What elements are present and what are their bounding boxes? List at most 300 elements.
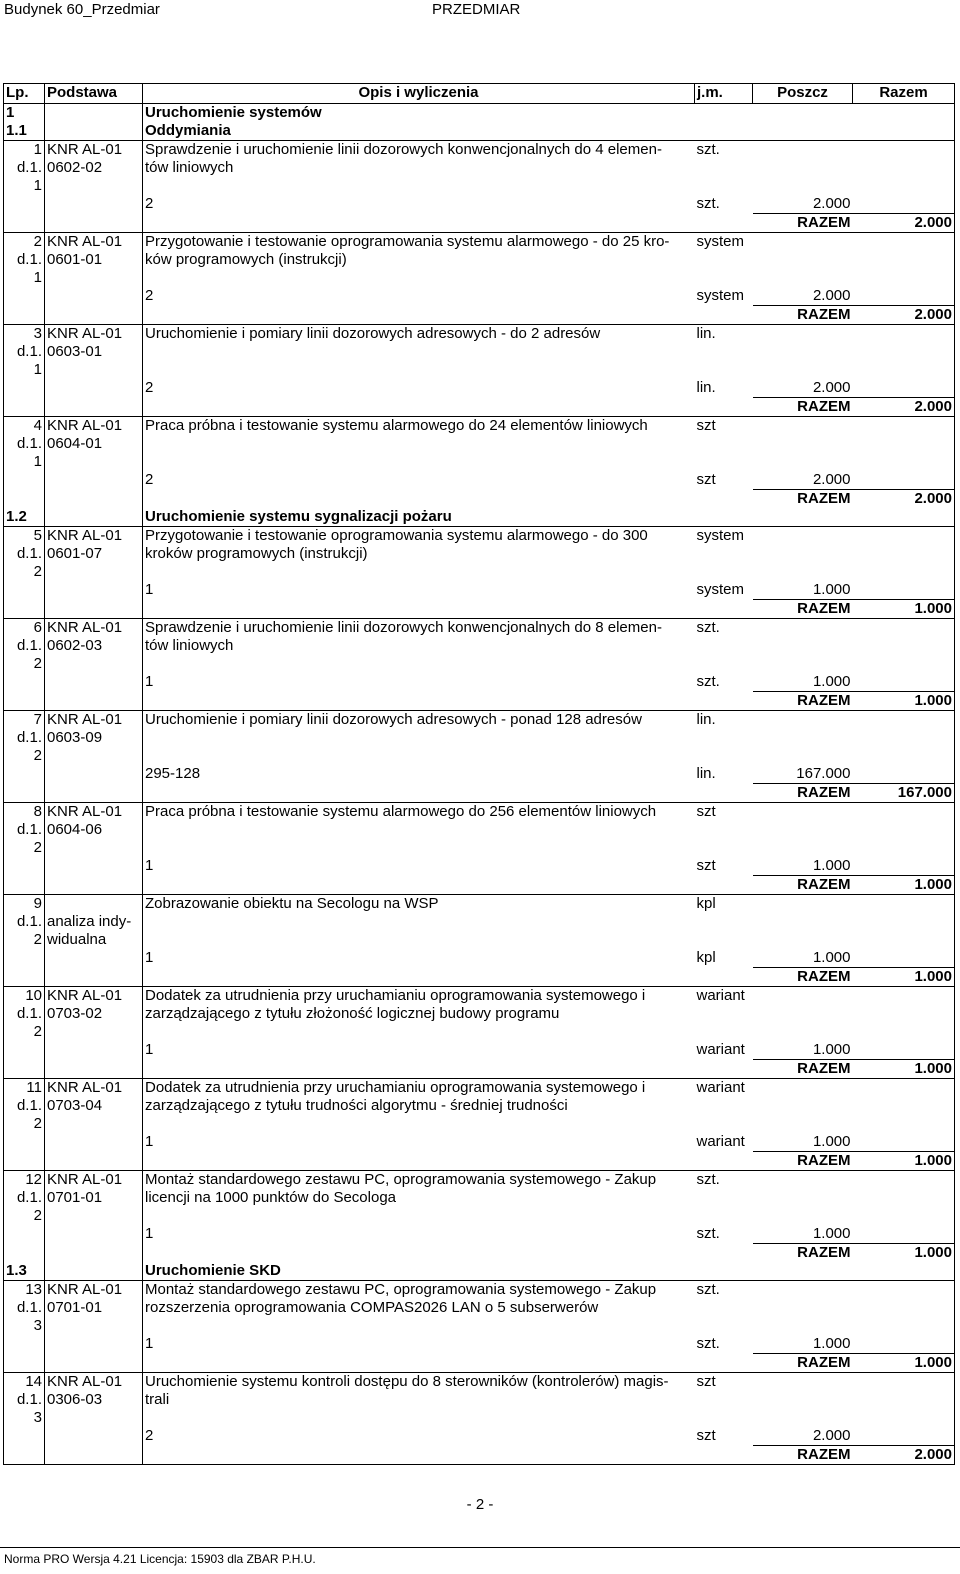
empty-cell: [695, 435, 753, 453]
razem-label: RAZEM: [753, 306, 853, 325]
item-podstawa-cont: [45, 1023, 143, 1041]
empty-cell: [853, 655, 955, 673]
section-title: Uruchomienie systemu sygnalizacji pożaru: [143, 508, 955, 527]
empty-cell: [853, 913, 955, 931]
item-calc: 2: [145, 471, 154, 488]
empty-cell: [853, 931, 955, 949]
sum-row: [4, 214, 955, 233]
empty-cell: [695, 1005, 753, 1023]
item-podstawa: KNR AL-01: [45, 1171, 143, 1190]
empty-cell: [753, 563, 853, 581]
item-podstawa-code: 0603-09: [45, 729, 143, 747]
empty-cell: [853, 673, 955, 692]
empty-cell: [4, 306, 45, 325]
razem-label: RAZEM: [753, 968, 853, 987]
empty-cell: [853, 417, 955, 436]
empty-cell: [753, 1023, 853, 1041]
col-lp: Lp.: [4, 84, 45, 104]
empty-cell: [45, 692, 143, 711]
item-lp-sub: 2: [4, 655, 45, 673]
footer-license: Norma PRO Wersja 4.21 Licencja: 15903 dla ZBAR P.H.U.: [4, 1552, 316, 1566]
calc-row: [4, 379, 955, 398]
empty-cell: [853, 435, 955, 453]
item-opis-cont: kroków programowych (instrukcji): [145, 545, 368, 562]
empty-cell: [853, 711, 955, 730]
item-opis-cont: [143, 435, 695, 453]
empty-cell: [695, 1115, 753, 1133]
item-lp-sub: 1: [4, 361, 45, 379]
page-number: - 2 -: [466, 1496, 494, 1513]
empty-cell: [853, 177, 955, 195]
empty-cell: [853, 1023, 955, 1041]
empty-cell: [143, 968, 695, 987]
razem-label: RAZEM: [753, 398, 853, 417]
empty-cell: [4, 968, 45, 987]
table-row: [4, 1005, 955, 1023]
item-opis-cont: tów liniowych: [145, 159, 234, 176]
razem-label: RAZEM: [753, 784, 853, 803]
empty-cell: [4, 287, 45, 306]
empty-cell: [4, 398, 45, 417]
empty-cell: [753, 453, 853, 471]
sum-row: [4, 490, 955, 509]
empty-cell: [753, 839, 853, 857]
empty-cell: [45, 195, 143, 214]
table-row: [4, 987, 955, 1006]
empty-cell: [853, 1317, 955, 1335]
item-poszcz: 1.000: [812, 581, 851, 598]
item-podstawa-code: 0601-07: [45, 545, 143, 563]
empty-cell: [143, 655, 695, 673]
empty-cell: [45, 398, 143, 417]
item-opis-cont: ków programowych (instrukcji): [145, 251, 347, 268]
empty-cell: [753, 1409, 853, 1427]
table-row: [4, 1171, 955, 1190]
empty-cell: [45, 1262, 143, 1281]
empty-cell: [143, 692, 695, 711]
table-row: [4, 913, 955, 931]
empty-cell: [143, 1446, 695, 1465]
empty-cell: [4, 949, 45, 968]
item-lp-sub: 2: [4, 1115, 45, 1133]
col-jm: j.m.: [695, 84, 753, 104]
item-calc: 2: [145, 287, 154, 304]
empty-cell: [753, 417, 853, 436]
empty-cell: [853, 803, 955, 822]
razem-label: RAZEM: [753, 600, 853, 619]
empty-cell: [853, 1189, 955, 1207]
empty-cell: [695, 1299, 753, 1317]
empty-cell: [853, 159, 955, 177]
item-lp-detail: d.1.: [4, 729, 45, 747]
empty-cell: [4, 1427, 45, 1446]
section-number: 1.3: [4, 1262, 45, 1281]
item-podstawa: KNR AL-01: [45, 987, 143, 1006]
empty-cell: [695, 1317, 753, 1335]
item-opis: Uruchomienie systemu kontroli dostępu do 8 sterowników (kontrolerów) magis-: [143, 1373, 695, 1392]
empty-cell: [4, 490, 45, 509]
table-row: [4, 1391, 955, 1409]
item-opis-cont: rozszerzenia oprogramowania COMPAS2026 LAN o 5 subserwerów: [145, 1299, 599, 1316]
empty-cell: [143, 839, 695, 857]
item-jm: szt: [695, 417, 753, 436]
empty-cell: [853, 527, 955, 546]
empty-cell: [853, 1005, 955, 1023]
empty-cell: [4, 471, 45, 490]
empty-cell: [695, 1391, 753, 1409]
table-row: [4, 655, 955, 673]
empty-cell: [45, 765, 143, 784]
empty-cell: [4, 581, 45, 600]
empty-cell: [695, 1354, 753, 1373]
item-calc-jm: szt.: [696, 195, 720, 212]
item-opis-cont: [143, 913, 695, 931]
empty-cell: [695, 1446, 753, 1465]
empty-cell: [853, 1335, 955, 1354]
item-podstawa: KNR AL-01: [45, 619, 143, 638]
table-row: [4, 1189, 955, 1207]
empty-cell: [853, 637, 955, 655]
item-calc: 1: [145, 1335, 154, 1352]
empty-cell: [853, 821, 955, 839]
empty-cell: [753, 159, 853, 177]
empty-cell: [753, 251, 853, 269]
empty-cell: [695, 692, 753, 711]
item-poszcz: 2.000: [812, 471, 851, 488]
empty-cell: [45, 379, 143, 398]
item-opis: Sprawdzenie i uruchomienie linii dozorowych konwencjonalnych do 8 elemen-: [143, 619, 695, 638]
item-lp: 2: [4, 233, 45, 252]
empty-cell: [695, 1023, 753, 1041]
table-row: [4, 747, 955, 765]
empty-cell: [853, 1427, 955, 1446]
item-lp-detail: d.1.: [4, 1299, 45, 1317]
item-poszcz: 1.000: [812, 1335, 851, 1352]
empty-cell: [853, 563, 955, 581]
empty-cell: [853, 949, 955, 968]
item-poszcz: 1.000: [812, 673, 851, 690]
table-row: [4, 1317, 955, 1335]
empty-cell: [695, 398, 753, 417]
empty-cell: [753, 527, 853, 546]
item-lp: 13: [4, 1281, 45, 1300]
empty-cell: [4, 673, 45, 692]
item-podstawa-code: 0701-01: [45, 1299, 143, 1317]
item-opis: Dodatek za utrudnienia przy uruchamianiu oprogramowania systemowego i: [143, 1079, 695, 1098]
empty-cell: [695, 1189, 753, 1207]
item-lp-sub: 1: [4, 177, 45, 195]
empty-cell: [695, 655, 753, 673]
empty-cell: [45, 1133, 143, 1152]
item-poszcz: 1.000: [812, 1133, 851, 1150]
empty-cell: [143, 453, 695, 471]
item-podstawa-cont: [45, 1207, 143, 1225]
empty-cell: [695, 913, 753, 931]
empty-cell: [753, 747, 853, 765]
item-podstawa-cont: [45, 839, 143, 857]
empty-cell: [853, 895, 955, 914]
item-lp-sub: 2: [4, 1207, 45, 1225]
item-calc-jm: lin.: [696, 379, 716, 396]
razem-label: RAZEM: [753, 490, 853, 509]
empty-cell: [45, 600, 143, 619]
empty-cell: [753, 655, 853, 673]
table-row: [4, 1207, 955, 1225]
empty-cell: [4, 1041, 45, 1060]
empty-cell: [753, 931, 853, 949]
empty-cell: [753, 637, 853, 655]
razem-label: RAZEM: [753, 876, 853, 895]
item-poszcz: 167.000: [796, 765, 851, 782]
table-row: [4, 637, 955, 655]
empty-cell: [45, 949, 143, 968]
item-lp-sub: 1: [4, 453, 45, 471]
empty-cell: [45, 1060, 143, 1079]
empty-cell: [4, 1060, 45, 1079]
empty-cell: [695, 784, 753, 803]
empty-cell: [753, 343, 853, 361]
item-lp-detail: d.1.: [4, 637, 45, 655]
item-opis: Przygotowanie i testowanie oprogramowania systemu alarmowego - do 25 kro-: [143, 233, 695, 252]
item-calc-jm: wariant: [696, 1041, 745, 1058]
empty-cell: [853, 287, 955, 306]
empty-cell: [695, 343, 753, 361]
empty-cell: [853, 765, 955, 784]
item-podstawa: [45, 895, 143, 914]
item-calc: 1: [145, 949, 154, 966]
empty-cell: [853, 343, 955, 361]
table-header-row: [4, 84, 955, 104]
empty-cell: [853, 379, 955, 398]
table-row: [4, 141, 955, 160]
item-calc-jm: lin.: [696, 765, 716, 782]
item-jm: kpl: [695, 895, 753, 914]
empty-cell: [695, 453, 753, 471]
item-razem: 2.000: [853, 1446, 955, 1465]
empty-cell: [695, 747, 753, 765]
empty-cell: [853, 581, 955, 600]
item-lp-detail: d.1.: [4, 343, 45, 361]
col-razem: Razem: [853, 84, 955, 104]
item-podstawa-cont: [45, 269, 143, 287]
item-podstawa: KNR AL-01: [45, 233, 143, 252]
item-razem: 2.000: [853, 490, 955, 509]
item-poszcz: 2.000: [812, 379, 851, 396]
item-lp-sub: 1: [4, 269, 45, 287]
item-podstawa-code: 0306-03: [45, 1391, 143, 1409]
empty-cell: [753, 435, 853, 453]
empty-cell: [4, 379, 45, 398]
calc-row: [4, 1133, 955, 1152]
razem-label: RAZEM: [753, 1244, 853, 1263]
empty-cell: [143, 931, 695, 949]
item-calc: 1: [145, 1225, 154, 1242]
item-opis-cont: trali: [145, 1391, 170, 1408]
item-podstawa-code: 0602-02: [45, 159, 143, 177]
table-row: [4, 545, 955, 563]
empty-cell: [4, 857, 45, 876]
item-opis: Przygotowanie i testowanie oprogramowania systemu alarmowego - do 300: [143, 527, 695, 546]
razem-label: RAZEM: [753, 214, 853, 233]
table-row: [4, 343, 955, 361]
calc-row: [4, 857, 955, 876]
section-row: [4, 104, 955, 123]
empty-cell: [853, 1391, 955, 1409]
table-row: [4, 1023, 955, 1041]
empty-cell: [753, 1171, 853, 1190]
sum-row: [4, 1152, 955, 1171]
table-row: [4, 177, 955, 195]
empty-cell: [753, 545, 853, 563]
item-opis-cont: [143, 729, 695, 747]
calc-row: [4, 1335, 955, 1354]
item-calc: 1: [145, 581, 154, 598]
przedmiar-table: [3, 83, 955, 1465]
item-razem: 2.000: [853, 306, 955, 325]
item-opis-cont: zarządzającego z tytułu trudności algorytmu - średniej trudności: [145, 1097, 568, 1114]
page-header: [0, 0, 960, 22]
sum-row: [4, 876, 955, 895]
item-razem: 1.000: [853, 600, 955, 619]
item-lp: 12: [4, 1171, 45, 1190]
item-opis: Sprawdzenie i uruchomienie linii dozorowych konwencjonalnych do 4 elemen-: [143, 141, 695, 160]
item-lp: 6: [4, 619, 45, 638]
item-lp: 10: [4, 987, 45, 1006]
table-row: [4, 527, 955, 546]
item-lp-detail: d.1.: [4, 1097, 45, 1115]
empty-cell: [45, 581, 143, 600]
empty-cell: [4, 600, 45, 619]
empty-cell: [695, 545, 753, 563]
table-row: [4, 251, 955, 269]
razem-label: RAZEM: [753, 1354, 853, 1373]
empty-cell: [753, 987, 853, 1006]
empty-cell: [853, 1041, 955, 1060]
empty-cell: [853, 839, 955, 857]
empty-cell: [45, 490, 143, 509]
item-podstawa-code: 0604-01: [45, 435, 143, 453]
empty-cell: [143, 398, 695, 417]
item-lp-detail: d.1.: [4, 251, 45, 269]
empty-cell: [695, 1244, 753, 1263]
item-podstawa-cont: [45, 361, 143, 379]
item-razem: 1.000: [853, 1060, 955, 1079]
item-razem: 1.000: [853, 968, 955, 987]
empty-cell: [853, 1225, 955, 1244]
razem-label: RAZEM: [753, 1446, 853, 1465]
item-jm: system: [695, 233, 753, 252]
empty-cell: [695, 563, 753, 581]
section-number: 1.1: [4, 122, 45, 141]
item-lp: 1: [4, 141, 45, 160]
item-jm: lin.: [695, 711, 753, 730]
table-row: [4, 711, 955, 730]
calc-row: [4, 673, 955, 692]
empty-cell: [853, 251, 955, 269]
item-podstawa-cont: [45, 563, 143, 581]
sum-row: [4, 968, 955, 987]
empty-cell: [853, 987, 955, 1006]
empty-cell: [143, 747, 695, 765]
item-opis-cont: zarządzającego z tytułu złożoność logicznej budowy programu: [145, 1005, 560, 1022]
empty-cell: [853, 1207, 955, 1225]
item-lp: 4: [4, 417, 45, 436]
item-lp-detail: d.1.: [4, 821, 45, 839]
empty-cell: [853, 619, 955, 638]
table-row: [4, 325, 955, 344]
calc-row: [4, 195, 955, 214]
empty-cell: [143, 563, 695, 581]
table-row: [4, 453, 955, 471]
item-lp-sub: 2: [4, 563, 45, 581]
empty-cell: [753, 1299, 853, 1317]
empty-cell: [853, 545, 955, 563]
empty-cell: [45, 673, 143, 692]
empty-cell: [853, 1373, 955, 1392]
table-row: [4, 729, 955, 747]
empty-cell: [4, 1446, 45, 1465]
empty-cell: [695, 1097, 753, 1115]
item-poszcz: 2.000: [812, 1427, 851, 1444]
item-calc-jm: wariant: [696, 1133, 745, 1150]
item-lp-detail: d.1.: [4, 1005, 45, 1023]
item-lp: 14: [4, 1373, 45, 1392]
item-lp-sub: 2: [4, 1023, 45, 1041]
empty-cell: [695, 177, 753, 195]
empty-cell: [143, 214, 695, 233]
empty-cell: [853, 729, 955, 747]
item-podstawa-code: 0604-06: [45, 821, 143, 839]
empty-cell: [753, 269, 853, 287]
empty-cell: [143, 1152, 695, 1171]
item-lp: 3: [4, 325, 45, 344]
sum-row: [4, 600, 955, 619]
item-calc-jm: system: [696, 287, 745, 304]
empty-cell: [695, 1409, 753, 1427]
item-podstawa: KNR AL-01: [45, 141, 143, 160]
table-row: [4, 1281, 955, 1300]
empty-cell: [753, 1207, 853, 1225]
col-poszcz: Poszcz: [753, 84, 853, 104]
item-calc: 1: [145, 1041, 154, 1058]
document-name: Budynek 60_Przedmiar: [4, 1, 160, 18]
empty-cell: [853, 325, 955, 344]
empty-cell: [853, 1171, 955, 1190]
empty-cell: [143, 1207, 695, 1225]
sum-row: [4, 398, 955, 417]
item-poszcz: 2.000: [812, 195, 851, 212]
empty-cell: [753, 1391, 853, 1409]
empty-cell: [753, 1005, 853, 1023]
empty-cell: [853, 1299, 955, 1317]
document-type: PRZEDMIAR: [432, 1, 521, 18]
empty-cell: [695, 729, 753, 747]
table-row: [4, 931, 955, 949]
empty-cell: [143, 306, 695, 325]
item-poszcz: 1.000: [812, 1041, 851, 1058]
empty-cell: [45, 968, 143, 987]
empty-cell: [753, 619, 853, 638]
empty-cell: [853, 1079, 955, 1098]
item-poszcz: 2.000: [812, 287, 851, 304]
empty-cell: [45, 214, 143, 233]
sum-row: [4, 784, 955, 803]
empty-cell: [853, 141, 955, 160]
empty-cell: [4, 784, 45, 803]
empty-cell: [853, 1115, 955, 1133]
empty-cell: [45, 1244, 143, 1263]
section-row: [4, 1262, 955, 1281]
